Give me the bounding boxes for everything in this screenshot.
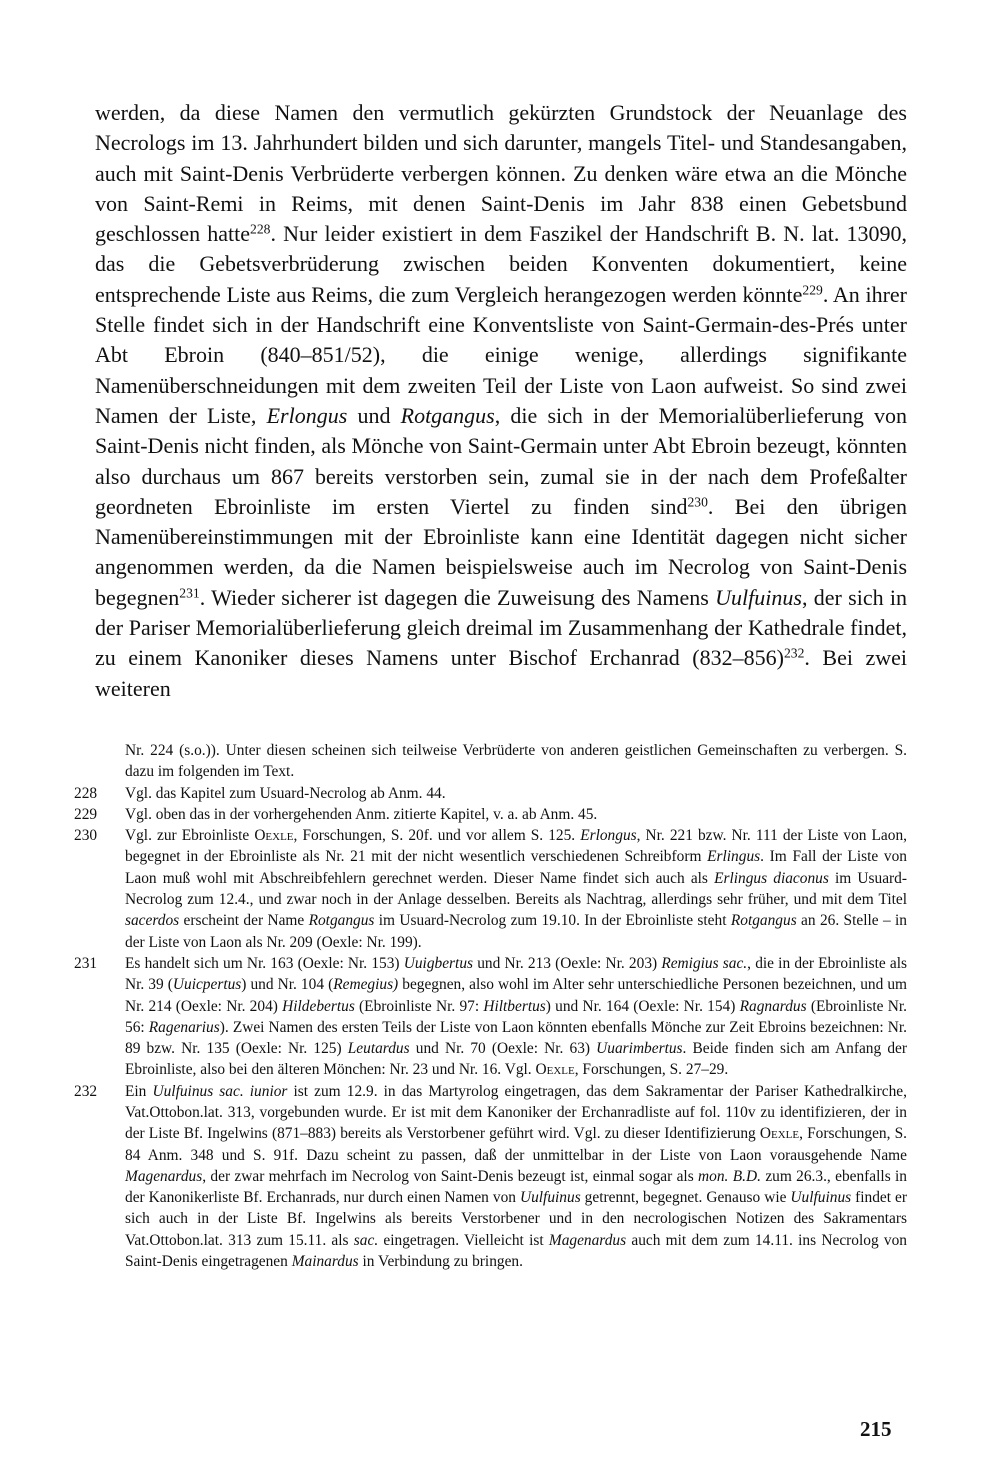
name-rotgangus: Rotgangus	[400, 402, 495, 428]
footnote-ref-228[interactable]: 228	[250, 221, 271, 237]
footnote-number: 230	[74, 827, 98, 845]
footnote-229: 229 Vgl. oben das in der vorhergehenden Anm. zitierte Kapitel, v. a. ab Anm. 45.	[95, 804, 907, 825]
footnote-continuation: Nr. 224 (s.o.)). Unter diesen scheinen sich teilweise Verbrüderte von anderen geistlichen Gemeinschaften zu verbergen. S. dazu im folgenden im Text.	[125, 741, 907, 781]
name-uulfuinus: Uulfuinus	[715, 584, 802, 610]
page-number: 215	[860, 1417, 892, 1441]
footnote-number: 229	[74, 805, 98, 823]
footnote-number: 231	[74, 954, 98, 972]
footnote-number: 232	[74, 1082, 98, 1100]
footnote-number: 228	[74, 784, 98, 802]
body-paragraph: werden, da diese Namen den vermutlich gekürzten Grundstock der Neuanlage des Necrologs im 13. Jahrhundert bilden und sich darunter, mangels Titel- und Standesangaben, auch mit Saint-Denis Verbrüderte verbergen können. Zu denken wäre etwa an die Mönche von Saint-Remi in Reims, mit denen Saint-Denis im Jahr 838 einen Gebetsbund geschlossen hatte$^{228}$. Nur leider existiert in dem Faszikel der Handschrift B. N. lat. 13090, das die Gebetsverbrüderung zwischen beiden Konventen dokumentiert, keine entsprechende Liste aus Reims, die zum Vergleich herangezogen werden könnte$^{229}$. An ihrer Stelle findet sich in der Handschrift eine Konventsliste von Saint-Germain-des-Prés unter Abt Ebroin (840–851/52), die einige wenige, allerdings signifikante Namenüberschneidungen mit dem zweiten Teil der Liste von Laon aufweist. So sind zwei Namen der Liste, Erlongus und Rotgangus, die sich in der Memorialüberlieferung von Saint-Denis nicht finden, als Mönche von Saint-Germain unter Abt Ebroin bezeugt, könnten also durchaus um 867 bereits verstorben sein, zumal sie in der nach dem Profeßalter geordneten Ebroinliste im ersten Viertel zu finden sind$^{230}$. Bei den übrigen Namenübereinstimmungen mit der Ebroinliste kann eine Identität dagegen nicht sicher angenommen werden, da die Namen beispielsweise auch im Necrolog von Saint-Denis begegnen$^{231}$. Wieder sicherer ist dagegen die Zuweisung des Namens Uulfuinus, der sich in der Pariser Memorialüberlieferung gleich dreimal im Zusammenhang der Kathedrale findet, zu einem Kanoniker dieses Namens unter Bischof Erchanrad $(832-856)^{232}$. Bei zwei weiteren	[95, 100, 907, 701]
name-erlongus: Erlongus	[266, 402, 348, 428]
footnote-228: 228 Vgl. das Kapitel zum Usuard-Necrolog ab Anm. 44.	[95, 783, 907, 804]
book-page	[74, 98, 908, 1272]
footnote-231: 231 Es handelt sich um Nr. 163 (Oexle: Nr. 153) Uuigbertus und Nr. 213 (Oexle: Nr. 203) Remigius sac., die in der Ebroinliste als Nr. 39 (Uuicpertus) und Nr. 104 (Remegius) begegnen, also wohl im Alter sehr unterschiedliche Personen bezeichnen, und um Nr. 214 (Oexle: Nr. 204) Hildebertus (Ebroinliste Nr. 97: Hiltbertus) und Nr. 164 (Oexle: Nr. 154) Ragnardus (Ebroinliste Nr. 56: Ragenarius). Zwei Namen des ersten Teils der Liste von Laon könnten ebenfalls Mönche zur Zeit Ebroins bezeichnen: Nr. 89 bzw. Nr. 135 (Oexle: Nr. 125) Leutardus und Nr. 70 (Oexle: Nr. 63) Uuarimbertus. Beide finden sich am Anfang der Ebroinliste, also bei den älteren Mönchen: Nr. 23 und Nr. 16. Vgl. Oexle, Forschungen, S. 27–29.	[74, 954, 908, 1079]
footnote-230: 230 Vgl. zur Ebroinliste Oexle, Forschungen, S. 20f. und vor allem S. 125. Erlongus, Nr. 221 bzw. Nr. 111 der Liste von Laon, begegnet in der Ebroinliste als Nr. 21 mit der nicht wesentlich verschiedenen Schreibform Erlingus. Im Fall der Liste von Laon muß wohl mit Abschreibfehlern gerechnet werden. Dieser Name findet sich auch als Erlingus diaconus im Usuard-Necrolog zum 12.4., und zwar noch in der Anlage desselben. Bereits als Nachtrag, allerdings sehr früher, und mit dem Titel sacerdos erscheint der Name Rotgangus im Usuard-Necrolog zum 19.10. In der Ebroinliste steht Rotgangus an 26. Stelle – in der Liste von Laon als Nr. 209 (Oexle: Nr. 199).	[74, 827, 907, 951]
footnote-ref-229[interactable]: 229	[802, 282, 823, 298]
footnote-232: 232 Ein Uulfuinus sac. iunior ist zum 12.9. in das Martyrolog eingetragen, das dem Sakramentar der Pariser Kathedralkirche, Vat.Ottobon.lat. 313, vorgebunden wurde. Er ist mit dem Kanoniker der Erchanradliste auf fol. 110v zu identifizieren, der in der Liste Bf. Ingelwins (871–883) bereits als Verstorbener geführt wird. Vgl. zu dieser Identifizierung Oexle, Forschungen, S. 84 Anm. 348 und S. 91f. Dazu scheint zu passen, daß der unmittelbar in der Liste von Laon vorausgehende Name Magenardus, der zwar mehrfach im Necrolog von Saint-Denis bezeugt ist, einmal sogar als mon. B.D. zum 26.3., ebenfalls in der Kanonikerliste Bf. Erchanrads, nur durch einen Namen von Uulfuinus getrennt, begegnet. Genauso wie Uulfuinus findet er sich auch in der Liste Bf. Ingelwins als bereits Verstorbener und in den necrologischen Notizen des Sakramentars Vat.Ottobon.lat. 313 zum 15.11. als sac. eingetragen. Vielleicht ist Magenardus auch mit dem zum 14.11. ins Necrolog von Saint-Denis eingetragenen Mainardus in Verbindung zu bringen.	[74, 1082, 907, 1271]
footnote-ref-230[interactable]: 230	[687, 494, 708, 510]
footnotes	[74, 740, 908, 1272]
footnote-ref-231[interactable]: 231	[179, 585, 200, 601]
footnote-ref-232[interactable]: 232	[783, 645, 805, 661]
